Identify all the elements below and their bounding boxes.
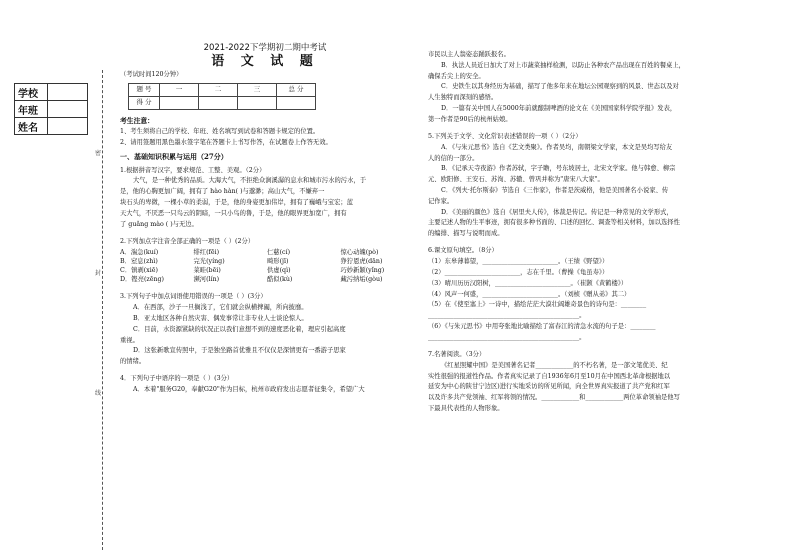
- option-cell: A．湍急(kuí): [120, 248, 159, 256]
- left-column: [120, 44, 410, 396]
- option-cell: 巧妙新颖(yǐng): [340, 267, 385, 274]
- question-3-option: C．目前，水资源紧缺的状况正以我们意想不到的速度恶化着，理应引起高度: [133, 325, 346, 333]
- question-3-option: 的情绪。: [120, 358, 146, 366]
- school-field[interactable]: [48, 84, 88, 101]
- question-4-stem: 4．下列句子中语序的一项是（ ）(3分）: [120, 375, 234, 383]
- option-cell: 狰狞恩虎(dān): [340, 257, 383, 265]
- score-header-cell: 三: [238, 83, 277, 96]
- question-1-line: 大气，是一种优秀的品质。大海大气，不拒绝众涧溪潺的息水和城市污水的污水，于: [133, 177, 366, 185]
- option-cell: 酷似(kù): [267, 276, 293, 284]
- score-header-cell: 题 号: [129, 83, 160, 96]
- question-6-line: ________________________________________________。: [428, 333, 586, 341]
- question-5-stem: 5.下列关于文学、文化常识表述错误的一项（ ）（2分）: [428, 132, 582, 140]
- score-cell[interactable]: [277, 96, 316, 109]
- notice-item: 1、考生须将自己的学校、年班、姓名填写到试卷和答题卡规定的位置。: [120, 128, 320, 136]
- score-header-cell: 总 分: [277, 83, 316, 96]
- question-7-line: 《红星照耀中国》是美国著名记者____________的不朽名著，是一部文笔优美、纪: [441, 361, 668, 369]
- question-1-line: 块石头的卑微，一棵小草的柔弱，于是，他的身姿更加伟岸，拥有了巍峨与宝宏；蓝: [120, 199, 353, 206]
- question-4-line: 人生独特而深刻的感悟。: [428, 94, 498, 102]
- seal-mark-xian: 线: [95, 390, 102, 397]
- question-4-line: 确保舌尖上的安全。: [428, 72, 485, 80]
- option-cell: 绯红(fēi): [193, 248, 220, 256]
- option-cell: 仁慈(cí): [267, 248, 291, 256]
- question-5-line: 人的信的一部分。: [428, 154, 479, 162]
- class-field[interactable]: [48, 101, 88, 118]
- question-3-option: 重视。: [120, 336, 139, 344]
- question-4-line: 第一作者是90后的杭州姑娘。: [428, 115, 512, 123]
- question-3-option: A．在西部，沙子一旦搁浅了，它们就会纵横捭阖，所向披靡。: [133, 304, 308, 312]
- class-label: 年班: [15, 101, 48, 118]
- question-5-line: 的编排、描写与说明而成。: [428, 230, 504, 238]
- question-4-line: 市民以主人翁姿态踊跃报名。: [428, 51, 510, 58]
- seal-line: [102, 70, 103, 550]
- option-cell: 藏污纳垢(gòu): [340, 276, 383, 284]
- option-cell: B．窒息(zhì): [120, 257, 158, 265]
- notice-heading: 考生注意：: [120, 116, 154, 125]
- option-cell: 濒河(lín): [193, 276, 220, 284]
- right-column: [428, 50, 773, 415]
- time-note: （考试时间120分钟）: [120, 71, 183, 79]
- question-7-line: 下最具代表性的人物形象。: [428, 404, 504, 412]
- question-5-line: D．《美丽的颜色》选自《居里夫人传》，体裁是传记。传记是一种常见的文学形式，: [441, 208, 673, 216]
- question-3-stem: 3.下列句子中加点词语使用错误的一项是（ ）(3分）: [120, 293, 267, 301]
- question-5-line: C．《列夫·托尔斯泰》节选自《三作家》，作者是茨威格，他是美国著名小说家、传: [441, 186, 669, 194]
- question-6-line: （1）东皋薄暮望，________________________。（王绩《野望》）: [428, 258, 609, 266]
- exam-title: 2021-2022下学期初二期中考试: [203, 43, 327, 53]
- score-row-label: 得 分: [129, 96, 160, 109]
- subject-title: 语 文 试 题: [211, 54, 319, 70]
- question-1-line: 天大气，不厌恶一只鸟云的阴暗，一只小鸟的鲁，于是，他的眼界更加宽广，拥有: [120, 209, 347, 217]
- notice-item: 2、请用签题用黑色墨水签字笔在答题卡上书写作答，在试题卷上作答无效。: [120, 139, 332, 147]
- option-cell: 完光(yíng): [193, 257, 225, 265]
- question-4-line: A．本着"服务G20，奉献G20"作为目标，杭州市政府发出志愿者征集令，希望广大: [133, 386, 365, 394]
- question-6-stem: 6.课文原句填空。（8分）: [428, 247, 498, 255]
- question-7-line: 实性很强的报道性作品。作者真实记录了自1936年6月至10月在中国西北革命根据地以: [428, 372, 671, 380]
- name-label: 姓名: [15, 118, 48, 135]
- question-6-line: （6）《与朱元思书》中用夸张地比喻描绘了富春江的清急水流的句子是：________: [428, 322, 656, 330]
- option-cell: D．铿亮(zēng): [120, 276, 164, 284]
- score-table: [128, 83, 316, 110]
- question-5-line: 主要记述人物的生平事迹，拥有很多种书面的、口述的回忆、调查等相关材料，加以选择性: [428, 219, 680, 227]
- seal-mark-feng: 封: [95, 270, 102, 277]
- option-cell: 菜畦(bēi): [193, 267, 221, 274]
- question-6-line: ________________________________________________。: [428, 312, 586, 320]
- question-5-line: B．《记承天寺夜游》作者苏轼，字子瞻，号东坡居士，北宋文学家。他与韩愈、柳宗: [441, 165, 676, 173]
- question-7-line: 以及许多共产党领袖、红军将领的情况。____________和____________两位革命领袖是他写: [428, 394, 680, 402]
- option-cell: C．镇剥(xiē): [120, 267, 158, 274]
- question-7-stem: 7.名著阅读。（3分）: [428, 350, 486, 358]
- question-1-stem: 1.根据拼音写汉字，要求规范、工整、美观。（2分）: [120, 166, 266, 174]
- section-heading: 一、基础知识积累与运用（27分）: [120, 152, 228, 162]
- score-cell[interactable]: [238, 96, 277, 109]
- question-4-line: B．执法人员近日加大了对上市蔬菜抽样检测，以防止各种农产品出现在百姓的餐桌上，: [441, 61, 685, 69]
- score-cell[interactable]: [199, 96, 238, 109]
- question-5-line: 记作家。: [428, 197, 454, 205]
- question-3-option: B．亚太地区各种自然灾害、偶发事常让非专业人士谈论惊人。: [133, 315, 308, 322]
- question-6-line: （5）在《使至塞上》一诗中，描绘茫茫大漠壮阔雄奇景色的诗句是：________: [428, 301, 647, 309]
- name-field[interactable]: [48, 118, 88, 135]
- question-5-line: 元、欧阳修、王安石、苏洵、苏辙、曾巩并称为"唐宋八大家"。: [428, 176, 604, 184]
- question-4-line: D．一篇有关中国人在5000年前就酿制啤酒的论文在《美国国家科学院学报》发表，: [441, 104, 677, 112]
- option-cell: 畸形(jī): [267, 257, 289, 265]
- question-6-line: （3）晴川历历汉阳树，________________________。（崔颢《黄鹤楼》）: [428, 279, 628, 287]
- question-5-line: A．《与朱元思书》选自《艺文类聚》。作者吴均，南朝梁文学家，本文是吴均写给友: [441, 143, 673, 151]
- score-cell[interactable]: [160, 96, 199, 109]
- student-info-table: [14, 83, 88, 135]
- question-2-options: [120, 248, 410, 285]
- question-1-line: 了 guǎng mào ( )与无边。: [120, 220, 198, 228]
- question-4-line: C．史铁生以其身经历为基础，描写了他多年来在地坛公园观察到的风景、世态以及对: [441, 83, 679, 91]
- school-label: 学校: [15, 84, 48, 101]
- question-3-option: D．这张新歌宣传照中，于是独坐路首优雅且不仅仅是深情更有一番游子思家: [133, 347, 346, 355]
- score-header-cell: 一: [160, 83, 199, 96]
- option-cell: 供虚(qì): [267, 267, 291, 274]
- seal-mark-mi: 密: [95, 150, 102, 157]
- question-6-line: （4）风声一何盛，________________________。（刘桢《赠从弟》其二）: [428, 290, 631, 298]
- question-1-line: 是，他的心胸更加广阔，拥有了 hào hàn( )与邈渺；高山大气，不嫌弃一: [120, 188, 325, 196]
- question-2-stem: 2.下列加点字注音全部正确的一项是（ ）(2分）: [120, 237, 255, 245]
- question-7-line: 延安为中心的陕甘宁边区)进行实地采访的所见所闻，向全世界真实报道了共产党和红军: [428, 383, 670, 391]
- question-6-line: （2）________________________，志在千里。（曹操《龟虽寿》）: [428, 268, 609, 276]
- score-header-cell: 二: [199, 83, 238, 96]
- option-cell: 惊心动魄(pò): [340, 248, 379, 256]
